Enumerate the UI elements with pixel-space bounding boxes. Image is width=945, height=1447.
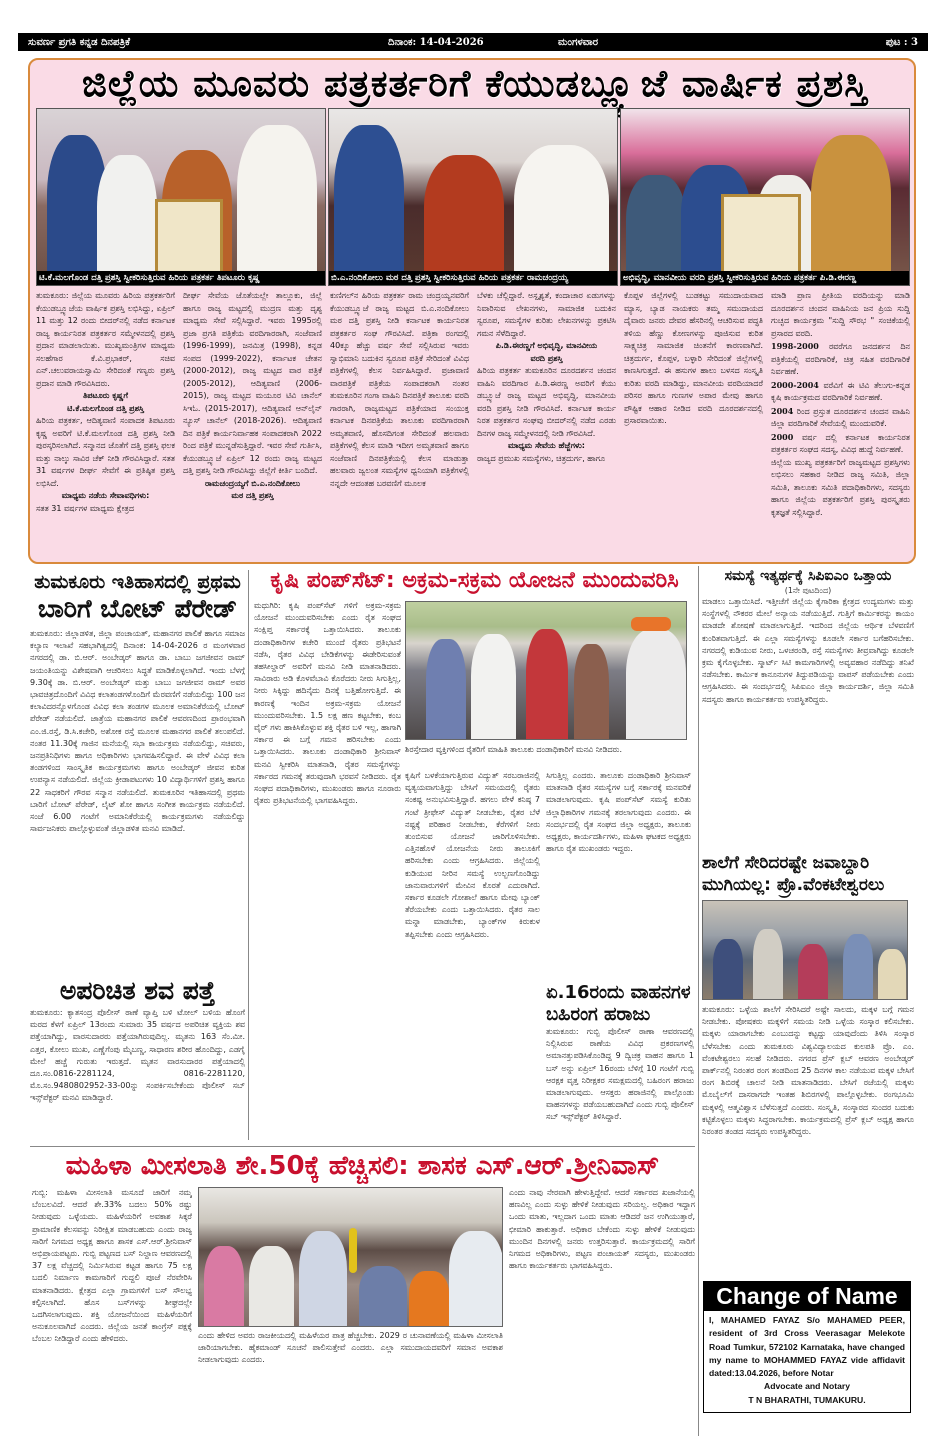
person-figure bbox=[424, 155, 504, 285]
unknown-body-story bbox=[30, 975, 245, 1140]
lead-col-1 bbox=[36, 290, 175, 558]
person-figure bbox=[843, 934, 873, 999]
flower-garland bbox=[349, 1228, 357, 1273]
cpim-story bbox=[702, 566, 914, 846]
story-body: ತುಮಕೂರು: ಗುಬ್ಬಿ ಪೊಲೀಸ್ ಠಾಣಾ ಆವರಣದಲ್ಲಿ ನಿಲ್ಲಿಸಿರುವ ಠಾಣೆಯ ವಿವಿಧ ಪ್ರಕರಣಗಳಲ್ಲಿ ಅಮಾನತ್ತುಪಡಿಸಿಕೊಂಡಿದ್ದ 9 ದ್ವಿಚಕ್ರ ವಾಹನ ಹಾಗೂ 1 ಬಸ್ ಅನ್ನು ಏಪ್ರಿಲ್ 16ರಂದು ಬೆಳಿಗ್ಗೆ 10 ಗಂಟೆಗೆ ಗುಬ್ಬಿ ಆರಕ್ಷಕ ವೃತ್ತ ನಿರೀಕ್ಷಕರ ಸಮಕ್ಷಮದಲ್ಲಿ ಬಹಿರಂಗ ಹರಾಜು ಮಾಡಲಾಗುವುದು. ಆಸಕ್ತರು ಹರಾಜಿನಲ್ಲಿ ಪಾಲ್ಗೊಂಡು ವಾಹನಗಳನ್ನು ಪಡೆಯಬಹುದಾಗಿದೆ ಎಂದು ಗುಬ್ಬಿ ಪೊಲೀಸ್ ಸಬ್ ಇನ್ಸ್‌ಪೆಕ್ಟರ್ ತಿಳಿಸಿದ್ದಾರೆ. bbox=[546, 1027, 694, 1122]
paragraph: 2015), bbox=[183, 391, 210, 400]
person-figure bbox=[514, 145, 609, 285]
lead-story-box bbox=[28, 58, 916, 564]
year-label: 2000 bbox=[771, 431, 794, 442]
person-figure bbox=[97, 155, 157, 285]
paragraph: ಕುಣಿಗಲ್‌ನ ಹಿರಿಯ ಪತ್ರಕರ್ತ ರಾಮ ಚಂದ್ರಯ್ಯನವರಿಗೆ ಕೆಯುಡಬ್ಲ್ಯೂಜೆ ರಾಜ್ಯ ಮಟ್ಟದ ಬಿ.ಎ.ನಂದಿಕೋಲು ಮಠ ದತ್ತಿ ಪ್ರಶಸ್ತಿ ನೀಡಿ ಕರ್ನಾಟಕ ಕಾರ್ಯನಿರತ ಪತ್ರಕರ್ತರ ಸಂಘ ಗೌರವಿಸಿದೆ. ಪತ್ರಿಕಾ ರಂಗದಲ್ಲಿ 40ಕ್ಕೂ ಹೆಚ್ಚು ವರ್ಷ ಸೇವೆ ಸಲ್ಲಿಸಿರುವ ಇವರು ಸ್ವಾಭಿಮಾನಿ ಬದುಕಿನ ಸ್ವರೂಪ ಪತ್ರಿಕೆ ಸೇರಿದಂತೆ ವಿವಿಧ ಪತ್ರಿಕೆಗಳಲ್ಲಿ ಕೆಲಸ ನಿರ್ವಹಿಸಿದ್ದಾರೆ. ಪ್ರಜಾವಾಣಿ ವಾರಪತ್ರಿಕೆ ಪತ್ರಿಕೆಯ ಸಂಪಾದಕರಾಗಿ ನಂತರ ತುಮಕೂರಿನ ಗಂಗಾ ವಾಹಿನಿ ದಿನಪತ್ರಿಕೆ ತಾಲೂಕು ವರದಿ ಗಾರರಾಗಿ, ರಾಜ್ಯಮಟ್ಟದ ಪತ್ರಿಕೆಯಾದ ಸಂಯುಕ್ತ ಕರ್ನಾಟಕ ದಿನಪತ್ರಿಕೆಯ ತಾಲೂಕು ವರದಿಗಾರರಾಗಿ ಅಮೃತವಾಣಿ, ಹೊಸದಿಗಂತ ಸೇರಿದಂತೆ ಹಲವಾರು ಪತ್ರಿಕೆಗಳಲ್ಲಿ ಕೆಲಸ ಮಾಡಿ ಇದೀಗ ಅಮೃತವಾಣಿ ಹಾಗೂ ಸಂಜೆವಾಣಿ ದಿನಪತ್ರಿಕೆಯಲ್ಲಿ ಕೆಲಸ ಮಾಡುತ್ತಾ ಹಲವಾರು ಜ್ವಲಂತ ಸಮಸ್ಯೆಗಳ ಧ್ವನಿಯಾಗಿ ಪತ್ರಿಕೆಗಳಲ್ಲಿ ನನ್ನದೇ ಆದಂತಹ ಬರವಣಿಗೆ ಮೂಲಕ bbox=[330, 291, 469, 488]
paragraph: ದೀರ್ಘ ಸೇವೆಯ ಜೊತೆಯಲ್ಲೇ ತಾಲ್ಲೂಕು, ಜಿಲ್ಲೆ ಹಾಗೂ ರಾಜ್ಯ ಮಟ್ಟದಲ್ಲಿ ಮುದ್ರಣ ಮತ್ತು ದೃಶ್ಯ ಮಾಧ್ಯಮ ಸೇವೆ ಸಲ್ಲಿಸಿದ್ದಾರೆ. ಇವರು 1995ರಲ್ಲಿ ಪ್ರಜಾ ಪ್ರಗತಿ ಪತ್ರಿಕೆಯ ವರದಿಗಾರರಾಗಿ, ಸಂಜೆವಾಣಿ (1996-1999), ಜನಮಿತ್ರ (1998), ಕನ್ನಡ ಸಂಪದ (1999-2022), ಕರ್ನಾಟಕ ಚೇತನ (2000-2012), ರಾಜ್ಯ ಮಟ್ಟದ ವಾರ ಪತ್ರಿಕೆ (2005-2012), ಆದಿತ್ಯವಾಣಿ (2006- bbox=[183, 291, 322, 388]
paragraph: ರಾಜ್ಯದ ಪ್ರಮುಖ ಸಮಸ್ಯೆಗಳು, ಚಿತ್ರದುರ್ಗ, ಹಾಗೂ bbox=[477, 453, 606, 463]
award-photos bbox=[36, 108, 910, 286]
notice-notary-name: T N BHARATHI, TUMAKURU. bbox=[748, 1394, 866, 1405]
story-headline: ಕೃಷಿ ಪಂಪ್‌ಸೆಟ್: ಅಕ್ರಮ-ಸಕ್ರಮ ಯೋಜನೆ ಮುಂದುವರಿಸಿ bbox=[270, 568, 679, 593]
issue-date: ದಿನಾಂಕ: 14-04-2026 bbox=[388, 36, 484, 48]
person-figure bbox=[299, 1231, 347, 1326]
person-figure bbox=[204, 1246, 244, 1326]
paragraph: ರಾಜ್ಯ ಮಟ್ಟದ ಮಯೂರ ಟಿವಿ ಚಾನೆಲ್ ಸಿಇಓ. (2015-2017), ಆದಿತ್ಯವಾಣಿ ಆನ್‌ಲೈನ್ ನ್ಯೂಸ್ ಚಾನೆಲ್ (2018-2026). ಆದಿತ್ಯವಾಣಿ ದಿನ ಪತ್ರಿಕೆ ಕಾರ್ಯನಿರ್ವಾಹಕ ಸಂಪಾದಕರಾಗಿ 2022 ರಿಂದ ಪತ್ರಿಕೆ ಮುನ್ನಡೆಸುತ್ತಿದ್ದಾರೆ. ಇವರ ಸೇವೆ ಗುರ್ತಿಸಿ, ಕೆಯುಡಬ್ಲ್ಯೂಜೆ ಏಪ್ರಿಲ್ 12 ರಂದು ರಾಜ್ಯ ಮಟ್ಟದ ದತ್ತಿ ಪ್ರಶಸ್ತಿ ನೀಡಿ ಗೌರವಿಸಿದ್ದು ಜಿಲ್ಲೆಗೆ ಕೀರ್ತಿ ಬಂದಿದೆ. bbox=[183, 391, 322, 475]
paragraph: ಕೊಪ್ಪಳ ಜಿಲ್ಲೆಗಳಲ್ಲಿ ಬುಡಕಟ್ಟು ಸಮುದಾಯವಾದ ಮ್ಯಾಸ, ಬ್ಯಾಡ ನಾಯಕರು ತಮ್ಮ ಸಮುದಾಯದ ದೈವಾರು ಜನರು ದೇವರ ಹೆಸರಿನಲ್ಲಿ ಆಚರಿಸುವ ಪದ್ಧತಿ ತಳಿಯ ಹೆಣ್ಣು ಕೋಣಗಳನ್ನು ಪೂಜಿಸುವ ಕುರಿತ ಸಾಕ್ಷ್ಯಚಿತ್ರ ಸಾಮಾಜಿಕ ಚಿಂತನೆಗೆ ಕಾರಣವಾಗಿದೆ. ಚಿತ್ರದುರ್ಗ, ಕೊಪ್ಪಳ, ಬಳ್ಳಾರಿ ಸೇರಿದಂತೆ ಜಿಲ್ಲೆಗಳಲ್ಲಿ ಕಾಣಸಿಗುತ್ತದೆ. ಈ ಹಸುಗಳ ಹಾಲು ಬಳಸದ ಸಂಸ್ಕೃತಿ ಕುರಿತು ವರದಿ ಮಾಡಿದ್ದು, ಮಾನವೀಯ ವರದಿಯಾದರೆ ಪರಿಸರ ಹಾಗೂ ಗುಣಗಳ ಅಪಾರ ಮೇವು ಹಾಗೂ ಪೌಷ್ಟಿಕ ಆಹಾರ ನೀಡಿದ ವರದಿ ದೂರದರ್ಶನದಲ್ಲಿ ಪ್ರಸಾರವಾಯಿತು. bbox=[624, 291, 763, 425]
person-figure bbox=[471, 634, 516, 739]
women-body-right: ಎಂದು ನಾವು ನೇರವಾಗಿ ಹೇಳುತ್ತಿದ್ದೇವೆ. ಆದರೆ ಸರ್ಕಾರದ ಖಜಾನೆಯಲ್ಲಿ ಹಣವಿಲ್ಲ ಎಂದು ಸುಳ್ಳು ಹೇಳಿಕೆ ನೀಡುವುದು ಸರಿಯಲ್ಲ. ಅಧಿಕಾರ ಇದ್ದಾಗ ಒಂದು ಮಾತು, ಇಲ್ಲದಾಗ ಒಂದು ಮಾತು ಆಡಿದರೆ ಜನ ಉಗಿಯುತ್ತಾರೆ, ಛೀಮಾರಿ ಹಾಕುತ್ತಾರೆ. ಅಧಿಕಾರ ಬೇಕೆಂದು ಸುಳ್ಳು ಹೇಳಿಕೆ ನೀಡುವುದು ಮುಂದಿನ ದಿನಗಳಲ್ಲಿ ಜನರು ಉತ್ತರಿಸುತ್ತಾರೆ. ಕಾರ್ಯಕ್ರಮದಲ್ಲಿ ಸಾರಿಗೆ ನಿಗಮದ ಅಧಿಕಾರಿಗಳು, ಪಟ್ಟಣ ಪಂಚಾಯತ್ ಸದಸ್ಯರು, ಮುಖಂಡರು ಹಾಗೂ ಕಾರ್ಯಕರ್ತರು ಭಾಗವಹಿಸಿದ್ದರು. bbox=[509, 1188, 695, 1271]
notice-notary: Advocate and Notary bbox=[764, 1381, 850, 1392]
person-figure bbox=[574, 644, 609, 739]
paragraph: ಹಿರಿಯ ಪತ್ರಕರ್ತ ತುಮಕೂರಿನ ದೂರದರ್ಶನ ಚಂದನ ವಾಹಿನಿ ವರದಿಗಾರ ಪಿ.ಡಿ.ಈರಣ್ಣ ಅವರಿಗೆ ಕೆಯು ಡಬ್ಲ್ಯೂಜೆ ರಾಜ್ಯ ಮಟ್ಟದ ಅಭಿವೃದ್ಧಿ, ಮಾನವೀಯ ವರದಿ ಪ್ರಶಸ್ತಿ ನೀಡಿ ಗೌರವಿಸಿದೆ. ಕರ್ನಾಟಕ ಕಾರ್ಯ ನಿರತ ಪತ್ರಕರ್ತರ ಸಂಘವು ಬೀದರ್‌ನಲ್ಲಿ ನಡೆದ ಎರಡು ದಿನಗಳ ರಾಜ್ಯ ಸಮ್ಮೇಳನದಲ್ಲಿ ನೀಡಿ ಗೌರವಿಸಿದೆ. bbox=[477, 366, 616, 438]
women-story-headline bbox=[30, 1148, 695, 1184]
paragraph: ಬೆಳಕು ಚೆಲ್ಲಿದ್ದಾರೆ. ಅಸ್ಪೃಶ್ಯತೆ, ಕಂದಾಚಾರ ಏಡುಗಳನ್ನು ನಿವಾರಿಸುವ ಲೇಖನಗಳು, ಸಾಮಾಜಿಕ ಬದುಕಿನ ಸ್ವರೂಪ, ಸಮಸ್ಯೆಗಳ ಕುರಿತು ಲೇಖನಗಳನ್ನು ಪ್ರಕಟಿಸಿ ಗಮನ ಸೆಳೆದಿದ್ದಾರೆ. bbox=[477, 291, 616, 338]
person-figure bbox=[626, 629, 686, 739]
notice-body bbox=[704, 1311, 910, 1410]
person-figure bbox=[334, 125, 404, 285]
lead-col-3 bbox=[330, 290, 469, 558]
lead-col-5 bbox=[624, 290, 763, 558]
story-headline: ತುಮಕೂರು ಇತಿಹಾಸದಲ್ಲಿ ಪ್ರಥಮ bbox=[34, 571, 241, 593]
story-body: ತುಮಕೂರು: ಜಿಲ್ಲಾಡಳಿತ, ಜಿಲ್ಲಾ ಪಂಚಾಯತ್, ಮಹಾನಗರ ಪಾಲಿಕೆ ಹಾಗೂ ಸಮಾಜ ಕಲ್ಯಾಣ ಇಲಾಖೆ ಸಹಭಾಗಿತ್ವದಲ್ಲಿ ದಿನಾಂಕ: 14-04-2026 ರ ಮಂಗಳವಾರ ನಗರದಲ್ಲಿ ಡಾ. ಬಿ.ಆರ್. ಅಂಬೇಡ್ಕರ್ ಹಾಗೂ ಡಾ. ಬಾಬು ಜಗಜೀವನ ರಾಮ್ ಜಯಂತಿಯನ್ನು ವಿಶೇಷವಾಗಿ ಆಚರಿಸಲು ಸಿದ್ಧತೆ ಮಾಡಿಕೊಳ್ಳಲಾಗಿದೆ. ಇಂದು ಬೆಳಗ್ಗೆ 9.30ಕ್ಕೆ ಡಾ. ಬಿ.ಆರ್. ಅಂಬೇಡ್ಕರ್ ಮತ್ತು ಬಾಬು ಜಗಜೀವನ ರಾಮ್ ಅವರ ಭಾವಚಿತ್ರದೊಂದಿಗೆ ವಿವಿಧ ಕಲಾತಂಡಗಳೊಂದಿಗೆ ಮೆರವಣಿಗೆ ನಡೆಯಲಿದ್ದು 100 ಜನ ಕಲಾವಿದರನ್ನೊಳಗೊಂಡ ವಿವಿಧ ಕಲಾ ತಂಡಗಳ ಮೂಲಕ ಅಮಾನಿಕೆರೆಯಲ್ಲಿ ಬೋಟ್ ಪೆರೇಡ್ ನಡೆಯಲಿದೆ. ಜಾತ್ರೆಯ ಮಹಾನಗರ ಪಾಲಿಕೆ ಆವರಣದಿಂದ ಪ್ರಾರಂಭವಾಗಿ ಎಂ.ಜಿ.ರಸ್ತೆ, ಡಿ.ಸಿ.ಕಚೇರಿ, ಅಶೋಕ ರಸ್ತೆ ಮೂಲಕ ಮಹಾನಗರ ಪಾಲಿಕೆ ತಲುಪಲಿದೆ. ನಂತರ 11.30ಕ್ಕೆ ಗಾಜಿನ ಮನೆಯಲ್ಲಿ ಸಭಾ ಕಾರ್ಯಕ್ರಮ ನಡೆಯಲಿದ್ದು, ಸಚಿವರು, ಜನಪ್ರತಿನಿಧಿಗಳು ಹಾಗೂ ಅಧಿಕಾರಿಗಳು ಭಾಗವಹಿಸಲಿದ್ದಾರೆ. ಈ ವೇಳೆ ವಿವಿಧ ಕಲಾ ತಂಡಗಳಿಂದ ಸಾಂಸ್ಕೃತಿಕ ಕಾರ್ಯಕ್ರಮಗಳು ಹಾಗೂ ಅಂಬೇಡ್ಕರ್ ಜೀವನ ಕುರಿತ ಉಪನ್ಯಾಸ ನಡೆಯಲಿದೆ. ಜಿಲ್ಲೆಯ ಕ್ರೀಡಾಪಟುಗಳು 10 ವಿದ್ಯಾರ್ಥಿಗಳಿಗೆ ಪ್ರಶಸ್ತಿ ಹಾಗೂ 22 ಸಾಧಕರಿಗೆ ಗೌರವ ಸನ್ಮಾನ ನಡೆಯಲಿದೆ. ತುಮಕೂರಿನ ಇತಿಹಾಸದಲ್ಲಿ ಪ್ರಥಮ ಬಾರಿಗೆ ಬೋಟ್ ಪೆರೇಡ್, ಲೈಟ್ ಶೋ ಹಾಗೂ ಸಂಗೀತ ಕಾರ್ಯಕ್ರಮ ನಡೆಯಲಿದೆ. ಸಂಜೆ 6.00 ಗಂಟೆಗೆ ಅಮಾನಿಕೆರೆಯಲ್ಲಿ ಕಾರ್ಯಕ್ರಮಗಳು ನಡೆಯಲಿದ್ದು ಸಾರ್ವಜನಿಕರು ಪಾಲ್ಗೊಳ್ಳುವಂತೆ ಜಿಲ್ಲಾಡಳಿತ ಮನವಿ ಮಾಡಿದೆ. bbox=[30, 629, 245, 834]
person-figure bbox=[753, 929, 783, 999]
subheading: ವರದಿ ಪ್ರಶಸ್ತಿ bbox=[530, 353, 563, 363]
person-figure bbox=[249, 1246, 294, 1326]
story-headline: ಮಹಿಳಾ ಮೀಸಲಾತಿ ಶೇ.50ಕ್ಕೆ ಹೆಚ್ಚಿಸಲಿ: ಶಾಸಕ ಎಸ್.ಆರ್.ಶ್ರೀನಿವಾಸ್ bbox=[65, 1151, 660, 1181]
notice-title: Change of Name bbox=[704, 1282, 910, 1311]
continued-note: (1ನೇ ಪುಟದಿಂದ) bbox=[784, 586, 832, 595]
story-headline: ಬಾರಿಗೆ ಬೋಟ್ ಪೆರೇಡ್ bbox=[37, 594, 238, 623]
person-figure bbox=[713, 939, 743, 999]
women-body-mid: ಎಂದು ಹೇಳಿದ ಅವರು ರಾಜಕೀಯದಲ್ಲಿ ಮಹಿಳೆಯರ ಪಾತ್ರ ಹೆಚ್ಚಬೇಕು. 2029 ರ ಚುನಾವಣೆಯಲ್ಲಿ ಮಹಿಳಾ ಮೀಸಲಾತಿ ಜಾರಿಯಾಗಬೇಕು. ಹೈಕಮಾಂಡ್ ಸೂಚನೆ ಪಾಲಿಸುತ್ತೇವೆ ಎಂದರು. ಎಲ್ಲಾ ಸಮುದಾಯದವರಿಗೆ ಸಮಾನ ಅವಕಾಶ ನೀಡಲಾಗುವುದು ಎಂದರು. bbox=[198, 1331, 503, 1365]
turban bbox=[631, 617, 671, 631]
story-body: ಮಾಡಲು ಒತ್ತಾಯಿಸಿದೆ. ಇತ್ತೀಚೆಗೆ ಜಿಲ್ಲೆಯ ಕೈಗಾರಿಕಾ ಕ್ಷೇತ್ರದ ಉದ್ಯಮಗಳು ಮತ್ತು ಸಂಸ್ಥೆಗಳಲ್ಲಿ ನೌಕರರ ಮೇಲೆ ಅನ್ಯಾಯ ನಡೆಯುತ್ತಿದೆ. ಗುತ್ತಿಗೆ ಕಾರ್ಮಿಕರನ್ನು ಕಾಯಂ ಮಾಡದೇ ಶೋಷಣೆ ಮಾಡಲಾಗುತ್ತಿದೆ. ಇದರಿಂದ ಜಿಲ್ಲೆಯ ಆರ್ಥಿಕ ಬೆಳವಣಿಗೆ ಕುಂಠಿತವಾಗುತ್ತಿದೆ. ಈ ಎಲ್ಲಾ ಸಮಸ್ಯೆಗಳನ್ನು ಕೂಡಲೇ ಸರ್ಕಾರ ಬಗೆಹರಿಸಬೇಕು. ನಗರದಲ್ಲಿ ಕುಡಿಯುವ ನೀರು, ಒಳಚರಂಡಿ, ರಸ್ತೆ ಸಮಸ್ಯೆಗಳು ತೀವ್ರವಾಗಿದ್ದು ಕೂಡಲೇ ಕ್ರಮ ಕೈಗೊಳ್ಳಬೇಕು. ಸ್ಮಾರ್ಟ್ ಸಿಟಿ ಕಾಮಗಾರಿಗಳಲ್ಲಿ ಅವ್ಯವಹಾರ ನಡೆದಿದ್ದು ತನಿಖೆ ನಡೆಸಬೇಕು. ಕಾರ್ಮಿಕ ಕಾನೂನುಗಳ ತಿದ್ದುಪಡಿಯನ್ನು ವಾಪಸ್ ಪಡೆಯಬೇಕು ಎಂದು ಆಗ್ರಹಿಸಿದರು. ಈ ಸಂದರ್ಭದಲ್ಲಿ ಸಿಪಿಐಎಂ ಜಿಲ್ಲಾ ಕಾರ್ಯದರ್ಶಿ, ಜಿಲ್ಲಾ ಸಮಿತಿ ಸದಸ್ಯರು ಹಾಗೂ ಕಾರ್ಯಕರ್ತರು ಉಪಸ್ಥಿತರಿದ್ದರು. bbox=[702, 597, 914, 704]
story-headline: ಏ.16ರಂದು ವಾಹನಗಳ bbox=[546, 982, 691, 1003]
certificate-frame bbox=[155, 199, 223, 274]
paragraph: ಸತತ 31 ವರ್ಷಗಳ ಮಾಧ್ಯಮ ಕ್ಷೇತ್ರದ bbox=[36, 503, 134, 513]
lead-col-2 bbox=[183, 290, 322, 558]
school-story bbox=[702, 852, 914, 1272]
notice-text: I, MAHAMED FAYAZ S/o MAHAMED PEER, resident of 3rd Cross Veerasagar Melekote Road Tumkur, 572102 Karnataka, have changed my name to MOHAMMED FAYAZ vide affidavit dated:13.04.2026, before Notar bbox=[709, 1315, 905, 1379]
award-photo-3 bbox=[620, 108, 910, 286]
pumpset-body-mid: ಕೃಷಿಗೆ ಬಳಕೆಯಾಗುತ್ತಿರುವ ವಿದ್ಯುತ್ ಸರಬರಾಜಿನಲ್ಲಿ ವ್ಯತ್ಯಯವಾಗುತ್ತಿದ್ದು ಬೇಸಿಗೆ ಸಮಯದಲ್ಲಿ ರೈತರು ಸಂಕಷ್ಟ ಅನುಭವಿಸುತ್ತಿದ್ದಾರೆ. ಹಗಲು ವೇಳೆ ಕನಿಷ್ಠ 7 ಗಂಟೆ ತ್ರೀಫೇಸ್ ವಿದ್ಯುತ್ ನೀಡಬೇಕು, ರೈತರ ಬೆಳೆ ನಷ್ಟಕ್ಕೆ ಪರಿಹಾರ ನೀಡಬೇಕು, ಕೆರೆಗಳಿಗೆ ನೀರು ತುಂಬಿಸುವ ಯೋಜನೆ ಜಾರಿಗೊಳಿಸಬೇಕು. ಎತ್ತಿನಹೊಳೆ ಯೋಜನೆಯ ನೀರು ತಾಲೂಕಿಗೆ ಹರಿಸಬೇಕು ಎಂದು ಆಗ್ರಹಿಸಿದರು. ಜಿಲ್ಲೆಯಲ್ಲಿ ಕುಡಿಯುವ ನೀರಿನ ಸಮಸ್ಯೆ ಉಲ್ಬಣಗೊಂಡಿದ್ದು ಜಾನುವಾರುಗಳಿಗೆ ಮೇವಿನ ಕೊರತೆ ಎದುರಾಗಿದೆ. ಸರ್ಕಾರ ಕೂಡಲೇ ಗೋಶಾಲೆ ಹಾಗೂ ಮೇವು ಬ್ಯಾಂಕ್ ತೆರೆಯಬೇಕು ಎಂದು ಒತ್ತಾಯಿಸಿದರು. ರೈತರ ಸಾಲ ಮನ್ನಾ ಮಾಡಬೇಕು, ಬ್ಯಾಂಕ್‌ಗಳ ಕಿರುಕುಳ ತಪ್ಪಿಸಬೇಕು ಎಂದು ಆಗ್ರಹಿಸಿದರು. bbox=[405, 771, 540, 939]
photo-caption: ಬಿ.ಎ.ನಂದಿಕೋಲು ಮಠ ದತ್ತಿ ಪ್ರಶಸ್ತಿ ಸ್ವೀಕರಿಸುತ್ತಿರುವ ಹಿರಿಯ ಪತ್ರಕರ್ತ ರಾಮಚಂದ್ರಯ್ಯ bbox=[329, 271, 617, 285]
page-number: ಪುಟ : 3 bbox=[885, 36, 918, 48]
person-figure bbox=[878, 949, 906, 999]
photo-caption: ಟಿ.ಕೆ.ಮಲಗೊಂಡ ದತ್ತಿ ಪ್ರಶಸ್ತಿ ಸ್ವೀಕರಿಸುತ್ತಿರುವ ಹಿರಿಯ ಪತ್ರಕರ್ತ ತಿಪಟೂರು ಕೃಷ್ಣ bbox=[37, 271, 325, 285]
paragraph: ಮಾಡಿ ಪ್ರಾಣ ಪ್ರೀತಿಯ ವರದಿಯನ್ನು ಮಾಡಿ ದೂರದರ್ಶನ ಚಂದನ ವಾಹಿನಿಯ ಜನ ಪ್ರಿಯ ಸುದ್ದಿ ಗುಚ್ಛದ ಕಾರ್ಯಕ್ರಮ "ಸುದ್ದಿ ಸೌರಭ " ಸಂಚಿಕೆಯಲ್ಲಿ ಪ್ರಸಾರದ ವರದಿ. bbox=[771, 291, 910, 338]
paragraph: ವರ್ಷ ದಲ್ಲಿ ಕರ್ನಾಟಕ ಕಾರ್ಯನಿರತ ಪತ್ರಕರ್ತರ ಸಂಘದ ಸದಸ್ಯ, ವಿವಿಧ ಹುದ್ದೆ ನಿರ್ವಹಣೆ. bbox=[771, 432, 910, 454]
subheading: ಮಾಧ್ಯಮ ಸೇವೆಯ ಹೆಜ್ಜೆಗಳು: bbox=[507, 441, 586, 450]
subheading: ಟಿ.ಕೆ.ಮಲಗೊಂಡ ದತ್ತಿ ಪ್ರಶಸ್ತಿ bbox=[67, 403, 144, 413]
person-figure bbox=[237, 125, 317, 285]
pumpset-body-right: ಸಿಗುತ್ತಿಲ್ಲ ಎಂದರು. ತಾಲೂಕು ದಂಡಾಧಿಕಾರಿ ಶ್ರೀನಿವಾಸ್ ಮಾತನಾಡಿ ರೈತರ ಸಮಸ್ಯೆಗಳ ಬಗ್ಗೆ ಸರ್ಕಾರಕ್ಕೆ ಮನವರಿಕೆ ಮಾಡಲಾಗುವುದು. ಕೃಷಿ ಪಂಪ್‌ಸೆಟ್ ಸಮಸ್ಯೆ ಕುರಿತು ಜಿಲ್ಲಾಧಿಕಾರಿಗಳ ಗಮನಕ್ಕೆ ತರಲಾಗುವುದು ಎಂದರು. ಈ ಸಂದರ್ಭದಲ್ಲಿ ರೈತ ಸಂಘದ ಜಿಲ್ಲಾ ಅಧ್ಯಕ್ಷರು, ತಾಲೂಕು ಅಧ್ಯಕ್ಷರು, ಕಾರ್ಯದರ್ಶಿಗಳು, ಮಹಿಳಾ ಘಟಕದ ಅಧ್ಯಕ್ಷರು ಹಾಗೂ ರೈತ ಮುಖಂಡರು ಇದ್ದರು. bbox=[546, 771, 691, 854]
certificate-frame bbox=[721, 194, 801, 279]
lead-col-4 bbox=[477, 290, 616, 558]
subheading: ತಿಪಟೂರು ಕೃಷ್ಣಗೆ bbox=[82, 391, 128, 400]
inauguration-photo bbox=[198, 1187, 503, 1327]
subheading: ಮಠ ದತ್ತಿ ಪ್ರಶಸ್ತಿ bbox=[231, 491, 274, 500]
women-body-left: ಗುಬ್ಬಿ: ಮಹಿಳಾ ಮೀಸಲಾತಿ ಮಸೂದೆ ಜಾರಿಗೆ ನಮ್ಮ ಬೆಂಬಲವಿದೆ. ಆದರೆ ಶೇ.33% ಬದಲು 50% ರಷ್ಟು ನೀಡುವುದು ಒಳ್ಳೆಯದು. ಮಹಿಳೆಯರಿಗೆ ಅವಕಾಶ ಸಿಕ್ಕರೆ ಪ್ರಾಮಾಣಿಕ ಕೆಲಸವನ್ನು ನಿರೀಕ್ಷಿತ ಮಾಡಬಹುದು ಎಂದು ರಾಜ್ಯ ಸಾರಿಗೆ ನಿಗಮದ ಅಧ್ಯಕ್ಷ ಹಾಗೂ ಶಾಸಕ ಎಸ್.ಆರ್.ಶ್ರೀನಿವಾಸ್ ಅಭಿಪ್ರಾಯಪಟ್ಟರು. ಗುಬ್ಬಿ ಪಟ್ಟಣದ ಬಸ್ ನಿಲ್ದಾಣ ಆವರಣದಲ್ಲಿ 37 ಲಕ್ಷ ವೆಚ್ಚದಲ್ಲಿ ನಿರ್ಮಿಸಿರುವ ಕಟ್ಟಡ ಹಾಗೂ 75 ಲಕ್ಷ ಬದಲಿ ನಿರ್ಮಾಣ ಕಾಮಗಾರಿಗೆ ಗುದ್ದಲಿ ಪೂಜೆ ನೆರವೇರಿಸಿ ಮಾತನಾಡಿದರು. ಕ್ಷೇತ್ರದ ಎಲ್ಲಾ ಗ್ರಾಮಗಳಿಗೆ ಬಸ್ ಸೌಲಭ್ಯ ಕಲ್ಪಿಸಲಾಗಿದೆ. ಹೊಸ ಬಸ್‌ಗಳನ್ನು ಶೀಘ್ರದಲ್ಲೇ ಒದಗಿಸಲಾಗುವುದು. ಶಕ್ತಿ ಯೋಜನೆಯಿಂದ ಮಹಿಳೆಯರಿಗೆ ಅನುಕೂಲವಾಗಿದೆ ಎಂದರು. ಜಿಲ್ಲೆಯ ಜನತೆ ಕಾಂಗ್ರೆಸ್ ಪಕ್ಷಕ್ಕೆ ಬೆಂಬಲ ನೀಡಿದ್ದಾರೆ ಎಂದು ಹೇಳಿದರು. bbox=[32, 1188, 192, 1344]
person-figure bbox=[626, 175, 686, 285]
pumpset-body-left: ಮಧುಗಿರಿ: ಕೃಷಿ ಪಂಪ್‌ಸೆಟ್ ಗಳಿಗೆ ಅಕ್ರಮ-ಸಕ್ರಮ ಯೋಜನೆ ಮುಂದುವರಿಸಬೇಕು ಎಂದು ರೈತ ಸಂಘದ ಸಂಕ್ಷಿಪ್ತ ಸರ್ಕಾರಕ್ಕೆ ಒತ್ತಾಯಿಸಿದರು. ತಾಲೂಕು ದಂಡಾಧಿಕಾರಿಗಳ ಕಚೇರಿ ಮುಂದೆ ರೈತರು ಪ್ರತಿಭಟನೆ ನಡೆಸಿ, ರೈತರ ವಿವಿಧ ಬೇಡಿಕೆಗಳನ್ನು ಈಡೇರಿಸುವಂತೆ ತಹಸೀಲ್ದಾರ್ ಅವರಿಗೆ ಮನವಿ ನೀಡಿ ಮಾತನಾಡಿದರು. ಸಾವಿರಾರು ಅಡಿ ಕೊಳವೆಬಾವಿ ಕೊರೆದರು ನೀರು ಸಿಗುತ್ತಿಲ್ಲ, ನೀರು ಸಿಕ್ಕಿದ್ದು ಹದಿನೈದು ದಿನಕ್ಕೆ ಬತ್ತಿಹೋಗುತ್ತಿದೆ. ಈ ಕಾರಣಕ್ಕೆ ಇಂದಿನ ಅಕ್ರಮ-ಸಕ್ರಮ ಯೋಜನೆ ಮುಂದುವರಿಸಬೇಕು. 1.5 ಲಕ್ಷ ಹಣ ಕಟ್ಟಬೇಕು, ಕಂಬ ವೈರ್ ಗಳು ಹಾಕಿಸಿಕೊಳ್ಳುವ ಶಕ್ತಿ ರೈತರ ಬಳಿ ಇಲ್ಲ, ಹಾಗಾಗಿ ಸರ್ಕಾರ ಈ ಬಗ್ಗೆ ಗಮನ ಹರಿಸಬೇಕು ಎಂದು ಒತ್ತಾಯಿಸಿದರು. ತಾಲೂಕು ದಂಡಾಧಿಕಾರಿ ಶ್ರೀನಿವಾಸ್ ಮನವಿ ಸ್ವೀಕರಿಸಿ ಮಾತನಾಡಿ, ರೈತರ ಸಮಸ್ಯೆಗಳನ್ನು ಸರ್ಕಾರದ ಗಮನಕ್ಕೆ ತರುವುದಾಗಿ ಭರವಸೆ ನೀಡಿದರು. ರೈತ ಸಂಘದ ಪದಾಧಿಕಾರಿಗಳು, ಮುಖಂಡರು ಹಾಗೂ ನೂರಾರು ರೈತರು ಪ್ರತಿಭಟನೆಯಲ್ಲಿ ಭಾಗವಹಿಸಿದ್ದರು. bbox=[254, 601, 401, 806]
story-body: ತುಮಕೂರು: ಕ್ಯಾತಸಂದ್ರ ಪೊಲೀಸ್ ಠಾಣೆ ವ್ಯಾಪ್ತಿ ಬಳಿ ಟೋಲ್ ಬಳಿಯ ಹೊಂಗೆ ಮರದ ಕೆಳಗೆ ಏಪ್ರಿಲ್ 13ರಂದು ಸುಮಾರು 35 ವರ್ಷದ ಅಪರಿಚಿತ ವ್ಯಕ್ತಿಯ ಶವ ಪತ್ತೆಯಾಗಿದ್ದು, ವಾರಸುದಾರರು ಪತ್ತೆಯಾಗಿರುವುದಿಲ್ಲ. ಮೃತನು 163 ಸೆಂ.ಮೀ. ಎತ್ತರ, ಕೋಲು ಮುಖ, ಎಣ್ಣೆಗೆಂಪು ಮೈಬಣ್ಣ, ಸಾಧಾರಣ ಶರೀರ ಹೊಂದಿದ್ದು, ಎಡಗೈ ಮೇಲೆ ಹಚ್ಚೆ ಗುರುತು ಇರುತ್ತದೆ. ಮೃತನ ವಾರಸುದಾರರ ಪತ್ತೆಯಾದಲ್ಲಿ ದೂ.ಸಂ.0816-2281124, 0816-2281120, ಮೊ.ಸಂ.9480802952-33-00ನ್ನು ಸಂಪರ್ಕಿಸಬೇಕೆಂದು ಪೊಲೀಸ್ ಸಬ್ ಇನ್ಸ್‌ಪೆಕ್ಟರ್ ಮನವಿ ಮಾಡಿದ್ದಾರೆ. bbox=[30, 1008, 245, 1103]
person-figure bbox=[798, 944, 828, 999]
masthead-bar bbox=[18, 33, 928, 51]
story-headline: ಸಮಸ್ಯೆ ಇತ್ಯರ್ಥಕ್ಕೆ ಸಿಪಿಐಎಂ ಒತ್ತಾಯ bbox=[724, 568, 892, 584]
paragraph: ರಿಂದ ಪ್ರಸ್ತುತ ದೂರದರ್ಶನ ಚಂದನ ವಾಹಿನಿ ಜಿಲ್ಲಾ ವರದಿಗಾರಿಕೆ ಸೇವೆಯಲ್ಲಿ ಮುಂದುವರಿಕೆ. bbox=[771, 406, 910, 428]
paragraph: ರವರೆಗೂ ಜನದರ್ಶನ ದಿನ ಪತ್ರಿಕೆಯಲ್ಲಿ ವರದಿಗಾರಿಕೆ, ಚಿತ್ರ ಸಹಿತ ವರದಿಗಾರಿಕೆ ನಿರ್ವಹಣೆ. bbox=[771, 342, 910, 376]
issue-weekday: ಮಂಗಳವಾರ bbox=[558, 36, 599, 48]
award-photo-1 bbox=[36, 108, 326, 286]
year-label: 2004 bbox=[771, 405, 794, 416]
person-figure bbox=[811, 135, 891, 285]
person-figure bbox=[409, 1271, 449, 1326]
person-figure bbox=[449, 1231, 503, 1326]
story-body: ತುಮಕೂರು: ಒಳ್ಳೆಯ ಶಾಲೆಗೆ ಸೇರಿಸಿದರೆ ಅಷ್ಟೇ ಸಾಲದು, ಮಕ್ಕಳ ಬಗ್ಗೆ ಗಮನ ನೀಡಬೇಕು. ಪೋಷಕರು ಮಕ್ಕಳಿಗೆ ಸಮಯ ನೀಡಿ ಒಳ್ಳೆಯ ಸಂಸ್ಕಾರ ಕಲಿಸಬೇಕು. ಮಕ್ಕಳು ಯಾರಾಗಬೇಕು ಎಂಬುದನ್ನು ಕಟ್ಟದ್ದು ಯಾವುದೆಂದು ತಿಳಿಸಿ ಸಂಸ್ಕಾರ ಬೆಳೆಸಬೇಕು ಎಂದು ತುಮಕೂರು ವಿಶ್ವವಿದ್ಯಾಲಯದ ಕುಲಪತಿ ಪ್ರೊ. ಎಂ. ವೆಂಕಟೇಶ್ವರಲು ಸಲಹೆ ನೀಡಿದರು. ನಗರದ ಪ್ರೆಸ್ ಕ್ಲಬ್ ಆವರಣ ಅಂಬೇಡ್ಕರ್ ಪಾರ್ಕ್‌ನಲ್ಲಿ ನಿರಂತರ ರಂಗ ತಂಡದಿಂದ 25 ದಿನಗಳ ಕಾಲ ನಡೆಯುವ ಮಕ್ಕಳ ಬೇಸಿಗೆ ರಂಗ ಶಿಬಿರಕ್ಕೆ ಚಾಲನೆ ನೀಡಿ ಮಾತನಾಡಿದರು. ಬೇಸಿಗೆ ರಜೆಯಲ್ಲಿ ಮಕ್ಕಳು ಮೊಬೈಲ್‌ಗೆ ದಾಸರಾಗದೇ ಇಂತಹ ಶಿಬಿರಗಳಲ್ಲಿ ಪಾಲ್ಗೊಳ್ಳಬೇಕು. ರಂಗಭೂಮಿ ಮಕ್ಕಳಲ್ಲಿ ಆತ್ಮವಿಶ್ವಾಸ ಬೆಳೆಸುತ್ತದೆ ಎಂದರು. ಸಂಸ್ಕೃತಿ, ಸಂಸ್ಕಾರದ ಸುಂದರ ಬದುಕು ಕಟ್ಟಿಕೊಳ್ಳಲು ಮಕ್ಕಳು ಸಿದ್ಧರಾಗಬೇಕು. ಕಾರ್ಯಕ್ರಮದಲ್ಲಿ ಪ್ರೆಸ್ ಕ್ಲಬ್ ಅಧ್ಯಕ್ಷ ಹಾಗೂ ನಿರಂತರ ತಂಡದ ಸದಸ್ಯರು ಉಪಸ್ಥಿತರಿದ್ದರು. bbox=[702, 1005, 914, 1137]
boat-parade-story bbox=[30, 570, 245, 970]
story-headline: ಬಹಿರಂಗ ಹರಾಜು bbox=[546, 1004, 651, 1025]
person-figure bbox=[426, 639, 466, 739]
publication-name: ಸುವರ್ಣ ಪ್ರಗತಿ ಕನ್ನಡ ದಿನಪತ್ರಿಕೆ bbox=[28, 36, 131, 48]
year-label: 1998-2000 bbox=[771, 341, 819, 351]
vehicle-auction-story bbox=[546, 982, 694, 1142]
story-headline: ಅಪರಿಚಿತ ಶವ ಪತ್ತೆ bbox=[59, 976, 216, 1005]
column-divider bbox=[698, 566, 699, 1436]
story-headline: ಶಾಲೆಗೆ ಸೇರಿದರಷ್ಟೇ ಜವಾಬ್ದಾರಿ bbox=[702, 853, 870, 873]
subheading: ಮಾಧ್ಯಮ ನಡೆಯ ಸೇವಾವಧಿಗಳು: bbox=[61, 491, 150, 500]
person-figure bbox=[526, 629, 568, 739]
year-label: 2000-2004 bbox=[771, 379, 819, 390]
lead-headline: ಜಿಲ್ಲೆಯ ಮೂವರು ಪತ್ರಕರ್ತರಿಗೆ ಕೆಯುಡಬ್ಲ್ಯೂಜೆ ವಾರ್ಷಿಕ ಪ್ರಶಸ್ತಿ bbox=[81, 62, 869, 105]
paragraph: ವರೆವಿಗೆ ಈ ಟಿವಿ ತೆಲುಗು-ಕನ್ನಡ ಕೃಷಿ ಕಾರ್ಯಕ್ರಮದ ವರದಿಗಾರಿಕೆ ನಿರ್ವಹಣೆ. bbox=[771, 380, 910, 402]
column-divider bbox=[248, 570, 249, 1140]
lead-col-6 bbox=[771, 290, 910, 558]
photo-caption: ಶಿರಸ್ತೇದಾರ ವ್ಯಕ್ತಿಗಳಿಂದ ರೈತರಿಗೆ ಮಾಹಿತಿ ತಾಲೂಕು ದಂಡಾಧಿಕಾರಿಗೆ ಮನವಿ ನೀಡಿದರು. bbox=[405, 745, 623, 754]
paragraph: ಜಿಲ್ಲೆಯ ಮುಖ್ಯ ಪತ್ರಕರ್ತರಿಗೆ ರಾಜ್ಯಮಟ್ಟದ ಪ್ರಶಸ್ತಿಗಳು ಲಭಿಸಲು ಸಹಕಾರ ನೀಡಿದ ರಾಜ್ಯ ಸಮಿತಿ, ಜಿಲ್ಲಾ ಸಮಿತಿ, ತಾಲೂಕು ಸಮಿತಿ ಪದಾಧಿಕಾರಿಗಳು, ಸದಸ್ಯರು ಹಾಗೂ ಜಿಲ್ಲೆಯ ಪತ್ರಕರ್ತರಿಗೆ ಪ್ರಶಸ್ತಿ ಪುರಸ್ಕೃತರು ಕೃತಜ್ಞತೆ ಸಲ್ಲಿಸಿದ್ದಾರೆ. bbox=[771, 457, 910, 517]
section-divider bbox=[30, 1146, 695, 1147]
subheading: ರಾಮಚಂದ್ರಯ್ಯಗೆ ಬಿ.ಎ.ನಂದಿಕೋಲು bbox=[204, 478, 301, 488]
farmers-protest-photo bbox=[405, 601, 687, 740]
paragraph: ತುಮಕೂರು: ಜಿಲ್ಲೆಯ ಮೂವರು ಹಿರಿಯ ಪತ್ರಕರ್ತರಿಗೆ ಕೆಯುಡಬ್ಲ್ಯೂಜೆಯ ವಾರ್ಷಿಕ ಪ್ರಶಸ್ತಿ ಲಭಿಸಿದ್ದು, ಏಪ್ರಿಲ್ 11 ಮತ್ತು 12 ರಂದು ಬೀದರ್‌ನಲ್ಲಿ ನಡೆದ ಕರ್ನಾಟಕ ರಾಜ್ಯ ಕಾರ್ಯನಿರತ ಪತ್ರಕರ್ತರ ಸಮ್ಮೇಳನದಲ್ಲಿ ಪ್ರಶಸ್ತಿ ಪ್ರದಾನ ಮಾಡಲಾಯಿತು. ಮುಖ್ಯಮಂತ್ರಿಗಳ ಮಾಧ್ಯಮ ಸಲಹೆಗಾರ ಕೆ.ವಿ.ಪ್ರಭಾಕರ್, ಸಚಿವ ಎನ್.ಚಲುವರಾಯಸ್ವಾಮಿ ಸೇರಿದಂತೆ ಗಣ್ಯರು ಪ್ರಶಸ್ತಿ ಪ್ರದಾನ ಮಾಡಿ ಗೌರವಿಸಿದರು. bbox=[36, 291, 175, 388]
paragraph: ಹಿರಿಯ ಪತ್ರಕರ್ತ, ಆದಿತ್ಯವಾಣಿ ಸಂಪಾದಕ ತಿಪಟೂರು ಕೃಷ್ಣ ಅವರಿಗೆ ಟಿ.ಕೆ.ಮಲಗೊಂಡ ದತ್ತಿ ಪ್ರಶಸ್ತಿ ನೀಡಿ ಪುರಸ್ಕರಿಸಲಾಗಿದೆ. ಸನ್ಮಾನದ ಜೊತೆಗೆ ದತ್ತಿ ಪ್ರಶಸ್ತಿ ಫಲಕ ಮತ್ತು ನಾಲ್ಕು ಸಾವಿರ ಚೆಕ್ ನೀಡಿ ಗೌರವಿಸಿದ್ದಾರೆ. ಸತತ 31 ವರ್ಷಗಳ ದೀರ್ಘ ಸೇವೆಗೆ ಈ ಪ್ರತಿಷ್ಠಿತ ಪ್ರಶಸ್ತಿ ಲಭಿಸಿದೆ. bbox=[36, 416, 175, 488]
lead-story-columns bbox=[36, 290, 910, 558]
award-photo-2 bbox=[328, 108, 618, 286]
photo-caption: ಅಭಿವೃದ್ಧಿ, ಮಾನವೀಯ ವರದಿ ಪ್ರಶಸ್ತಿ ಸ್ವೀಕರಿಸುತ್ತಿರುವ ಹಿರಿಯ ಪತ್ರಕರ್ತ ಪಿ.ಡಿ.ಈರಣ್ಣ bbox=[621, 271, 909, 285]
person-figure bbox=[359, 1266, 407, 1326]
pumpset-story-headline bbox=[252, 566, 697, 596]
subheading: ಪಿ.ಡಿ.ಈರಣ್ಣಗೆ ಅಭಿವೃದ್ಧಿ, ಮಾನವೀಯ bbox=[495, 341, 598, 350]
story-headline: ಮುಗಿಯಲ್ಲ: ಪ್ರೊ.ವೆಂಕಟೇಶ್ವರಲು bbox=[702, 875, 885, 895]
change-of-name-notice bbox=[703, 1281, 911, 1413]
school-event-photo bbox=[702, 900, 908, 1000]
